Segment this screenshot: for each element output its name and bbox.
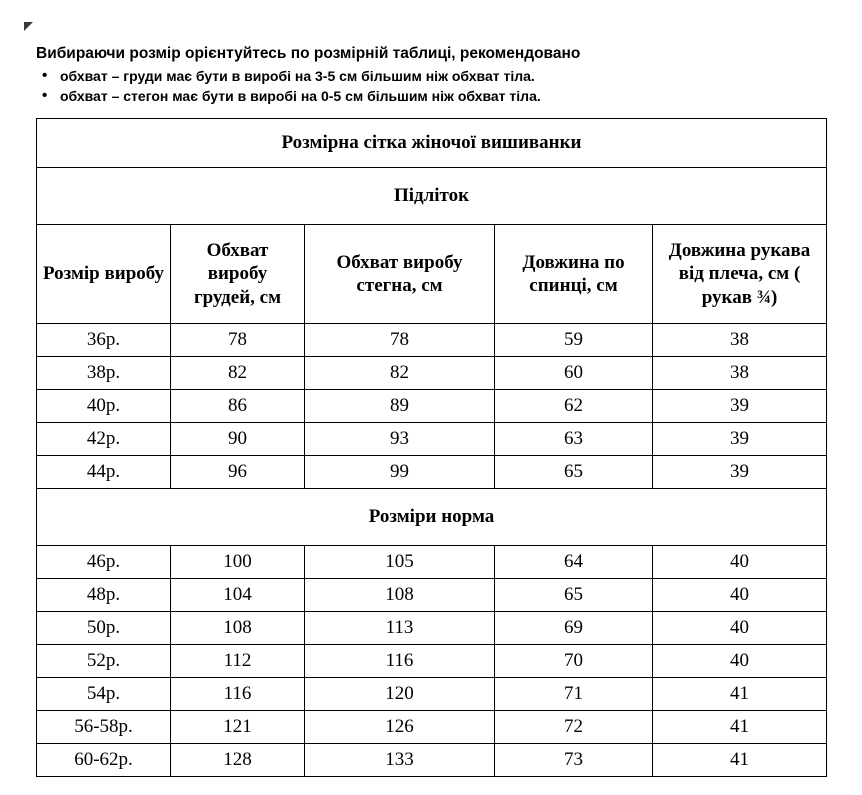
intro-lead-text: Вибираючи розмір орієнтуйтесь по розмірній таблиці, рекомендовано [36, 45, 581, 62]
cell-back-length: 65 [495, 579, 653, 612]
table-title: Розмірна сітка жіночої вишиванки [37, 119, 827, 168]
cell-back-length: 63 [495, 423, 653, 456]
cell-size: 40р. [37, 390, 171, 423]
column-header-size: Розмір виробу [37, 225, 171, 324]
cell-sleeve-length: 41 [653, 678, 827, 711]
cell-size: 48р. [37, 579, 171, 612]
cell-sleeve-length: 40 [653, 579, 827, 612]
cell-sleeve-length: 40 [653, 612, 827, 645]
cell-hip: 126 [305, 711, 495, 744]
cell-size: 60-62р. [37, 744, 171, 777]
table-row [37, 711, 827, 744]
table-row [37, 423, 827, 456]
table-row [37, 579, 827, 612]
cell-hip: 113 [305, 612, 495, 645]
cell-back-length: 73 [495, 744, 653, 777]
cell-chest: 112 [171, 645, 305, 678]
table-row [37, 645, 827, 678]
column-header-sleeve-length: Довжина рукава від плеча, см ( рукав ¾) [653, 225, 827, 324]
intro-bullet-list [36, 66, 836, 107]
list-item: • обхват – груди має бути в виробі на 3-5 см більшим ніж обхват тіла. [36, 66, 836, 86]
cell-sleeve-length: 39 [653, 390, 827, 423]
cell-size: 36р. [37, 324, 171, 357]
section-title-norm: Розміри норма [37, 489, 827, 546]
table-row [37, 678, 827, 711]
cell-chest: 108 [171, 612, 305, 645]
section-header-row-norm [37, 489, 827, 546]
column-header-chest: Обхват виробу грудей, см [171, 225, 305, 324]
cell-sleeve-length: 38 [653, 324, 827, 357]
size-table-wrapper [36, 118, 826, 777]
cell-chest: 90 [171, 423, 305, 456]
cell-hip: 93 [305, 423, 495, 456]
cell-size: 44р. [37, 456, 171, 489]
cell-hip: 133 [305, 744, 495, 777]
cell-back-length: 60 [495, 357, 653, 390]
cell-back-length: 62 [495, 390, 653, 423]
table-row [37, 744, 827, 777]
size-table [36, 118, 827, 777]
cell-chest: 82 [171, 357, 305, 390]
column-header-hip: Обхват виробу стегна, см [305, 225, 495, 324]
cell-size: 46р. [37, 546, 171, 579]
table-header-row [37, 225, 827, 324]
cell-back-length: 65 [495, 456, 653, 489]
table-row [37, 612, 827, 645]
cell-chest: 128 [171, 744, 305, 777]
table-row [37, 546, 827, 579]
cell-hip: 78 [305, 324, 495, 357]
cell-sleeve-length: 38 [653, 357, 827, 390]
cell-sleeve-length: 40 [653, 645, 827, 678]
cell-sleeve-length: 39 [653, 423, 827, 456]
cell-size: 52р. [37, 645, 171, 678]
cell-chest: 96 [171, 456, 305, 489]
cell-size: 42р. [37, 423, 171, 456]
cell-sleeve-length: 41 [653, 711, 827, 744]
cell-back-length: 70 [495, 645, 653, 678]
table-tail-rule [36, 702, 37, 720]
cell-hip: 89 [305, 390, 495, 423]
cell-sleeve-length: 40 [653, 546, 827, 579]
table-row [37, 456, 827, 489]
cell-size: 56-58р. [37, 711, 171, 744]
list-item: • обхват – стегон має бути в виробі на 0-5 см більшим ніж обхват тіла. [36, 86, 836, 106]
cell-size: 50р. [37, 612, 171, 645]
cell-hip: 105 [305, 546, 495, 579]
cell-sleeve-length: 41 [653, 744, 827, 777]
table-row [37, 324, 827, 357]
cell-sleeve-length: 39 [653, 456, 827, 489]
cell-hip: 82 [305, 357, 495, 390]
section-header-row-teen [37, 168, 827, 225]
intro-block [36, 44, 836, 107]
section-title-teen: Підліток [37, 168, 827, 225]
cell-back-length: 69 [495, 612, 653, 645]
cell-size: 38р. [37, 357, 171, 390]
cell-hip: 120 [305, 678, 495, 711]
cell-hip: 99 [305, 456, 495, 489]
cell-back-length: 71 [495, 678, 653, 711]
table-title-row [37, 119, 827, 168]
cell-chest: 104 [171, 579, 305, 612]
cell-back-length: 59 [495, 324, 653, 357]
cell-size: 54р. [37, 678, 171, 711]
cell-chest: 86 [171, 390, 305, 423]
table-row [37, 357, 827, 390]
cell-chest: 116 [171, 678, 305, 711]
cell-chest: 100 [171, 546, 305, 579]
cell-chest: 78 [171, 324, 305, 357]
corner-marker-icon [24, 22, 33, 31]
cell-back-length: 72 [495, 711, 653, 744]
cell-hip: 108 [305, 579, 495, 612]
column-header-back-length: Довжина по спинці, см [495, 225, 653, 324]
cell-hip: 116 [305, 645, 495, 678]
table-row [37, 390, 827, 423]
cell-chest: 121 [171, 711, 305, 744]
cell-back-length: 64 [495, 546, 653, 579]
